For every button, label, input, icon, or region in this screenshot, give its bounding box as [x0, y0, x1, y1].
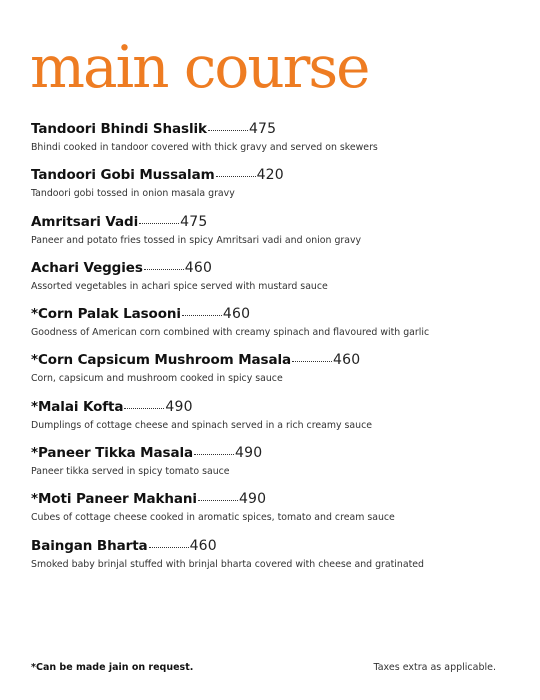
menu-item-name: Amritsari Vadi: [31, 213, 139, 230]
menu-item: [31, 257, 511, 303]
menu-item-name: *Malai Kofta: [31, 398, 124, 415]
menu-item-header: [31, 488, 511, 510]
menu-item-header: [31, 118, 511, 140]
dot-leader: [149, 547, 189, 548]
menu-item-name: Tandoori Bhindi Shaslik: [31, 121, 207, 137]
dot-leader: [198, 500, 238, 501]
menu-item: [31, 488, 511, 534]
menu-item-header: [31, 442, 511, 464]
menu-item-name: *Corn Capsicum Mushroom Masala: [31, 352, 292, 369]
menu-item: [31, 442, 511, 488]
page-title: main course: [30, 33, 369, 101]
menu-item-description: Dumplings of cottage cheese and spinach served in a rich creamy sauce: [31, 419, 373, 431]
menu-item-price: 490: [238, 491, 267, 508]
menu-item-name: Tandoori Gobi Mussalam: [31, 167, 215, 184]
menu-item-header: [31, 257, 511, 279]
taxes-note: Taxes extra as applicable.: [373, 662, 496, 673]
menu-item-description: Assorted vegetables in achari spice served with mustard sauce: [31, 280, 328, 292]
dot-leader: [124, 408, 164, 409]
menu-item-description: Bhindi cooked in tandoor covered with thick gravy and served on skewers: [31, 142, 378, 153]
dot-leader: [182, 315, 222, 316]
menu-item-name: *Paneer Tikka Masala: [31, 445, 194, 462]
dot-leader: [144, 269, 184, 270]
menu-item-description: Goodness of American corn combined with creamy spinach and flavoured with garlic: [31, 327, 430, 339]
menu-item-description: Corn, capsicum and mushroom cooked in spicy sauce: [31, 373, 283, 385]
menu-item-header: [31, 211, 511, 233]
dot-leader: [292, 361, 332, 362]
menu-item-header: [31, 396, 511, 418]
jain-note: *Can be made jain on request.: [31, 662, 194, 673]
menu-item-price: 460: [222, 306, 251, 323]
menu-item-description: Tandoori gobi tossed in onion masala gravy: [31, 188, 235, 200]
menu-item: [31, 349, 511, 395]
menu-item-header: [31, 164, 511, 186]
menu-item-price: 490: [235, 445, 263, 462]
menu-item-description: Paneer and potato fries tossed in spicy Amritsari vadi and onion gravy: [31, 234, 362, 246]
menu-item-list: [31, 118, 511, 581]
menu-item: [31, 535, 511, 581]
menu-item-header: [31, 535, 511, 557]
menu-item-price: 460: [184, 259, 213, 276]
dot-leader: [216, 176, 256, 177]
menu-item-price: 460: [333, 352, 361, 369]
menu-item: [31, 211, 511, 257]
menu-item: [31, 303, 511, 349]
dot-leader: [194, 454, 234, 455]
menu-item-description: Cubes of cottage cheese cooked in aromatic spices, tomato and cream sauce: [31, 512, 395, 524]
menu-item-name: Baingan Bharta: [31, 537, 148, 554]
menu-item-price: 420: [256, 167, 284, 184]
menu-item-name: Achari Veggies: [31, 259, 143, 276]
menu-item-header: [31, 349, 511, 371]
dot-leader: [208, 130, 248, 131]
menu-item-price: 490: [165, 398, 193, 415]
menu-item-description: Paneer tikka served in spicy tomato sauce: [31, 466, 230, 478]
menu-item-name: *Moti Paneer Makhani: [31, 491, 197, 508]
menu-item-header: [31, 303, 511, 325]
menu-item-price: 475: [180, 213, 208, 230]
menu-item-description: Smoked baby brinjal stuffed with brinjal bharta covered with cheese and gratinated: [31, 558, 424, 570]
menu-item: [31, 118, 511, 164]
menu-item-price: 475: [248, 121, 277, 137]
menu-item-price: 460: [189, 537, 217, 554]
dot-leader: [139, 223, 179, 224]
menu-item: [31, 164, 511, 210]
menu-item: [31, 396, 511, 442]
menu-item-name: *Corn Palak Lasooni: [31, 306, 181, 323]
